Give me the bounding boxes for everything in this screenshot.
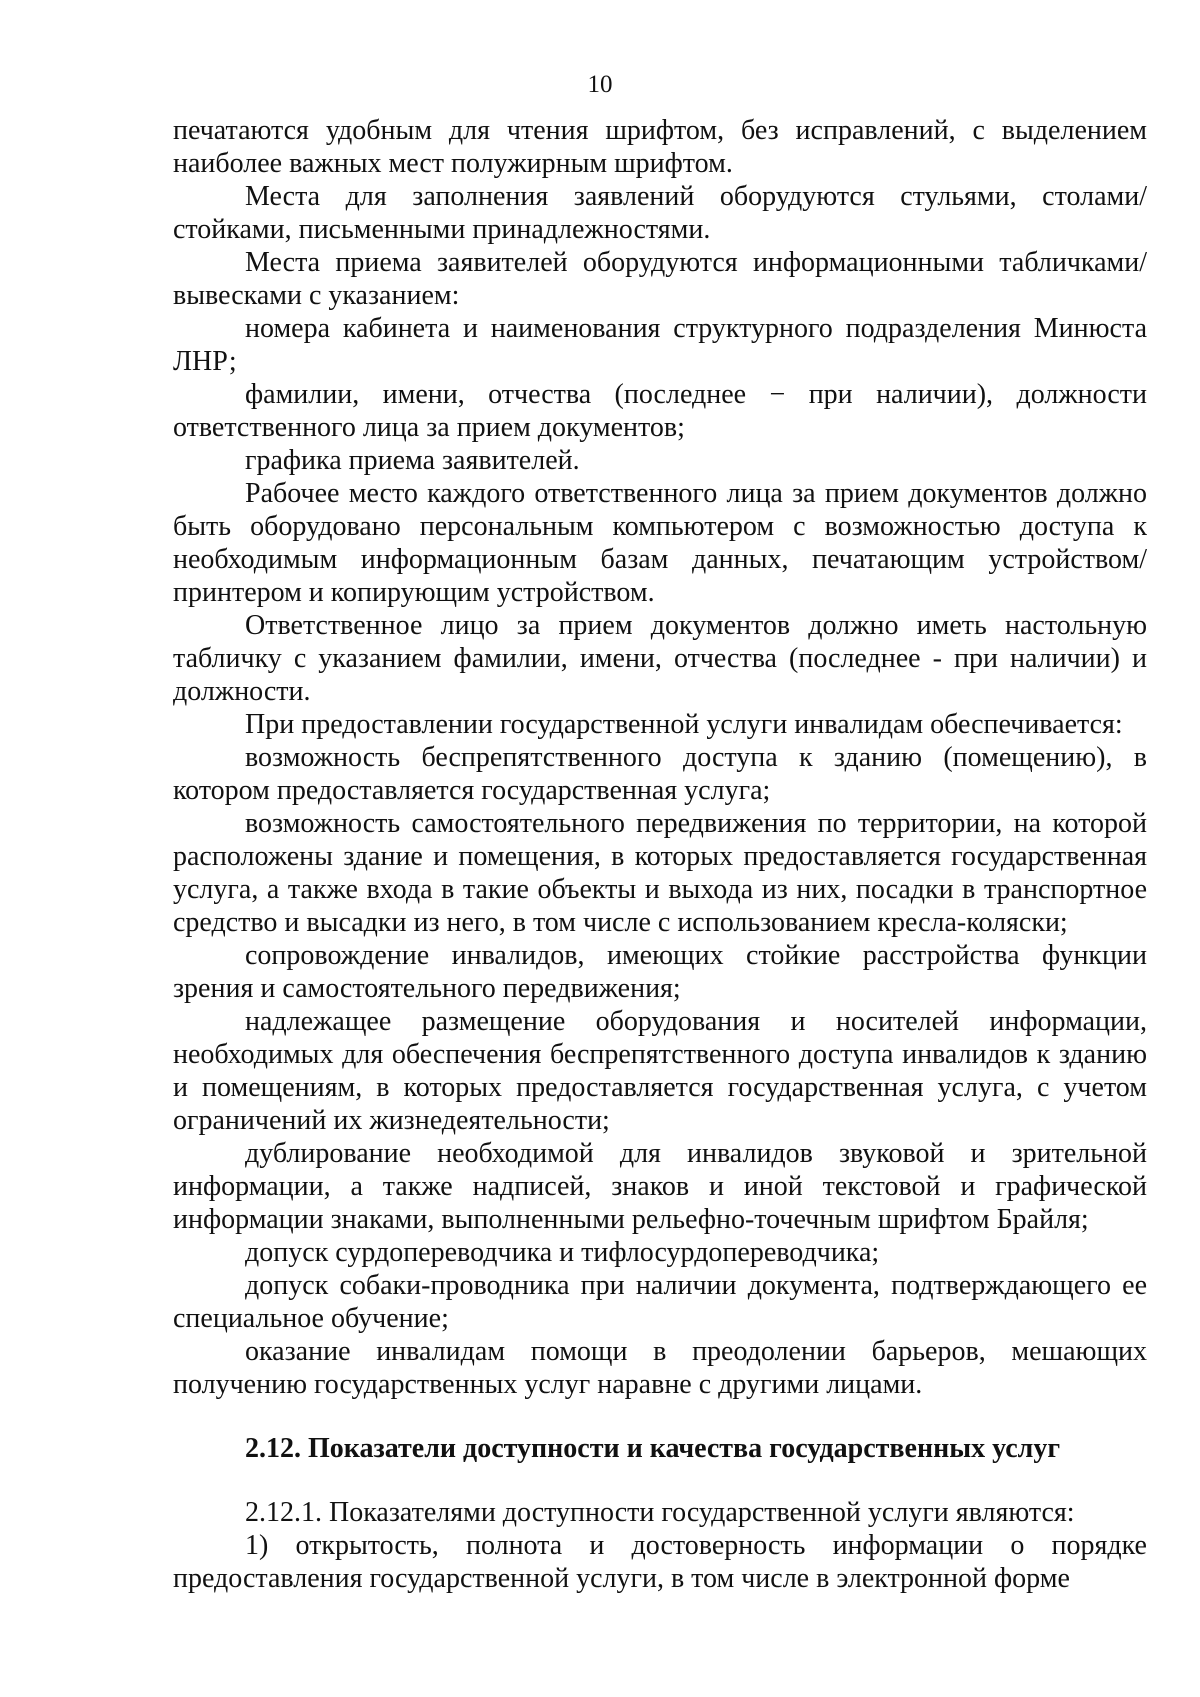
paragraph: надлежащее размещение оборудования и носителей информации, необходимых для обеспечения беспрепятственного доступа инвалидов к зданию и помещениям, в которых предоставляется государственная услуга, с учетом ограничений их жизнедеятельности; bbox=[173, 1006, 1147, 1136]
paragraph: фамилии, имени, отчества (последнее − при наличии), должности ответственного лица за прием документов; bbox=[173, 379, 1147, 443]
paragraph: графика приема заявителей. bbox=[245, 445, 580, 476]
paragraph: допуск собаки-проводника при наличии документа, подтверждающего ее специальное обучение; bbox=[173, 1270, 1147, 1334]
paragraph: номера кабинета и наименования структурного подразделения Минюста ЛНР; bbox=[173, 313, 1147, 377]
paragraph: Места приема заявителей оборудуются информационными табличками/вывесками с указанием: bbox=[173, 247, 1147, 311]
paragraph: сопровождение инвалидов, имеющих стойкие расстройства функции зрения и самостоятельного передвижения; bbox=[173, 940, 1147, 1004]
paragraph: 2.12.1. Показателями доступности государственной услуги являются: bbox=[245, 1497, 1075, 1528]
page-number: 10 bbox=[587, 71, 613, 98]
paragraph: Ответственное лицо за прием документов должно иметь настольную табличку с указанием фамилии, имени, отчества (последнее - при наличии) и должности. bbox=[173, 610, 1147, 707]
document-body bbox=[173, 114, 1147, 1595]
paragraph: дублирование необходимой для инвалидов звуковой и зрительной информации, а также надписей, знаков и иной текстовой и графической информации знаками, выполненными рельефно-точечным шрифтом Брайля; bbox=[173, 1138, 1147, 1235]
section-heading: 2.12. Показатели доступности и качества государственных услуг bbox=[245, 1433, 1061, 1464]
paragraph: печатаются удобным для чтения шрифтом, без исправлений, с выделением наиболее важных мест полужирным шрифтом. bbox=[173, 115, 1147, 179]
paragraph: 1) открытость, полнота и достоверность информации о порядке предоставления государственной услуги, в том числе в электронной форме bbox=[173, 1530, 1147, 1594]
paragraph: оказание инвалидам помощи в преодолении барьеров, мешающих получению государственных услуг наравне с другими лицами. bbox=[173, 1336, 1147, 1400]
paragraph: Рабочее место каждого ответственного лица за прием документов должно быть оборудовано персональным компьютером с возможностью доступа к необходимым информационным базам данных, печатающим устройством/принтером и копирующим устройством. bbox=[173, 478, 1147, 608]
paragraph: возможность беспрепятственного доступа к зданию (помещению), в котором предоставляется государственная услуга; bbox=[173, 742, 1147, 806]
paragraph-group-top bbox=[173, 114, 1147, 1401]
paragraph: возможность самостоятельного передвижения по территории, на которой расположены здание и помещения, в которых предоставляется государственная услуга, а также входа в такие объекты и выхода из них, посадки в транспортное средство и высадки из него, в том числе с использованием кресла-коляски; bbox=[173, 808, 1147, 938]
paragraph: Места для заполнения заявлений оборудуются стульями, столами/стойками, письменными принадлежностями. bbox=[173, 181, 1147, 245]
paragraph-group-bottom bbox=[173, 1496, 1147, 1595]
paragraph: допуск сурдопереводчика и тифлосурдопереводчика; bbox=[245, 1237, 880, 1268]
paragraph: При предоставлении государственной услуги инвалидам обеспечивается: bbox=[245, 709, 1123, 740]
